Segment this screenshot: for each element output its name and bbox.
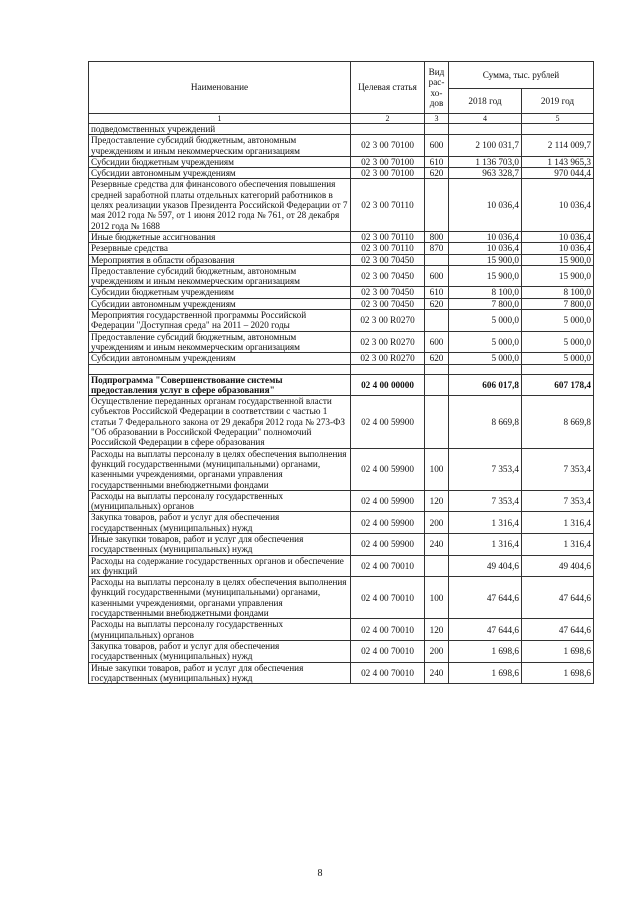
cell-expense-kind <box>425 254 449 265</box>
table-row <box>89 374 594 396</box>
cell-expense-kind: 620 <box>425 298 449 309</box>
cell-sum-2018: 47 644,6 <box>449 577 522 619</box>
cell-sum-2019 <box>522 364 594 374</box>
header-sum: Сумма, тыс. рублей <box>449 62 594 89</box>
cell-expense-kind <box>425 179 449 231</box>
cell-target-article: 02 4 00 70010 <box>351 662 425 684</box>
cell-sum-2018 <box>449 364 522 374</box>
cell-sum-2019: 1 698,6 <box>522 640 594 662</box>
cell-sum-2018: 1 316,4 <box>449 512 522 534</box>
cell-sum-2018: 1 698,6 <box>449 640 522 662</box>
cell-name: Расходы на выплаты персоналу в целях обеспечения выполнения функций государственными (муниципальными) органами, казенными учреждениями, органами управления государственными внебюджетными фондами <box>89 448 351 490</box>
cell-sum-2019: 7 353,4 <box>522 490 594 512</box>
cell-sum-2018: 15 900,0 <box>449 265 522 287</box>
cell-name: Субсидии бюджетным учреждениям <box>89 287 351 298</box>
cell-target-article: 02 4 00 59900 <box>351 490 425 512</box>
cell-expense-kind: 610 <box>425 156 449 167</box>
cell-sum-2019: 607 178,4 <box>522 374 594 396</box>
cell-sum-2019 <box>522 124 594 135</box>
table-row <box>89 662 594 684</box>
table-row <box>89 331 594 353</box>
cell-name: Иные закупки товаров, работ и услуг для обеспечения государственных (муниципальных) нужд <box>89 533 351 555</box>
budget-table <box>88 61 594 684</box>
cell-sum-2018: 1 136 703,0 <box>449 156 522 167</box>
cell-sum-2019: 47 644,6 <box>522 619 594 641</box>
cell-sum-2019: 10 036,4 <box>522 231 594 242</box>
cell-expense-kind: 620 <box>425 168 449 179</box>
cell-sum-2018: 15 900,0 <box>449 254 522 265</box>
cell-target-article: 02 3 00 70100 <box>351 168 425 179</box>
cell-sum-2018: 8 669,8 <box>449 396 522 448</box>
column-number: 1 <box>89 114 351 124</box>
cell-target-article: 02 4 00 70010 <box>351 577 425 619</box>
table-row <box>89 577 594 619</box>
cell-sum-2018: 1 316,4 <box>449 533 522 555</box>
cell-sum-2019: 10 036,4 <box>522 179 594 231</box>
table-row <box>89 135 594 157</box>
cell-name: Субсидии автономным учреждениям <box>89 298 351 309</box>
cell-name: Расходы на выплаты персоналу государственных (муниципальных) органов <box>89 490 351 512</box>
cell-expense-kind <box>425 310 449 332</box>
cell-expense-kind: 120 <box>425 619 449 641</box>
cell-sum-2019: 1 316,4 <box>522 512 594 534</box>
cell-name: Субсидии автономным учреждениям <box>89 353 351 364</box>
cell-sum-2018: 49 404,6 <box>449 555 522 577</box>
cell-sum-2019: 5 000,0 <box>522 353 594 364</box>
cell-sum-2018: 7 353,4 <box>449 448 522 490</box>
cell-target-article: 02 4 00 70010 <box>351 640 425 662</box>
page-number: 8 <box>317 868 323 879</box>
table-row <box>89 448 594 490</box>
cell-expense-kind <box>425 364 449 374</box>
cell-sum-2018: 2 100 031,7 <box>449 135 522 157</box>
cell-sum-2018: 963 328,7 <box>449 168 522 179</box>
table-row <box>89 533 594 555</box>
cell-expense-kind: 600 <box>425 331 449 353</box>
cell-name: Расходы на выплаты персоналу в целях обеспечения выполнения функций государственными (муниципальными) органами, казенными учреждениями, органами управления государственными внебюджетными фондами <box>89 577 351 619</box>
table-row <box>89 310 594 332</box>
cell-name: Расходы на выплаты персоналу государственных (муниципальных) органов <box>89 619 351 641</box>
cell-expense-kind <box>425 124 449 135</box>
cell-sum-2018: 7 800,0 <box>449 298 522 309</box>
table-row <box>89 364 594 374</box>
cell-sum-2019: 47 644,6 <box>522 577 594 619</box>
cell-name: Осуществление переданных органам государственной власти субъектов Российской Федерации в соответствии с частью 1 статьи 7 Федерального закона от 29 декабря 2012 года № 273-ФЗ "Об образовании в Российской Федерации" полномочий Российской Федерации в сфере образования <box>89 396 351 448</box>
cell-name: Иные бюджетные ассигнования <box>89 231 351 242</box>
cell-expense-kind: 800 <box>425 231 449 242</box>
cell-name: подведомственных учреждений <box>89 124 351 135</box>
cell-expense-kind: 100 <box>425 577 449 619</box>
table-row <box>89 298 594 309</box>
table-row <box>89 555 594 577</box>
cell-name: Закупка товаров, работ и услуг для обеспечения государственных (муниципальных) нужд <box>89 512 351 534</box>
cell-sum-2019: 8 669,8 <box>522 396 594 448</box>
table-row <box>89 243 594 254</box>
cell-target-article: 02 3 00 70450 <box>351 254 425 265</box>
cell-sum-2018: 5 000,0 <box>449 353 522 364</box>
cell-sum-2018: 5 000,0 <box>449 310 522 332</box>
table-row <box>89 490 594 512</box>
cell-target-article: 02 3 00 70450 <box>351 298 425 309</box>
cell-target-article: 02 3 00 R0270 <box>351 310 425 332</box>
cell-sum-2019: 7 800,0 <box>522 298 594 309</box>
cell-sum-2019: 5 000,0 <box>522 331 594 353</box>
cell-sum-2018 <box>449 124 522 135</box>
cell-expense-kind: 600 <box>425 265 449 287</box>
table-row <box>89 179 594 231</box>
column-number: 4 <box>449 114 522 124</box>
cell-expense-kind: 200 <box>425 512 449 534</box>
cell-target-article: 02 4 00 59900 <box>351 533 425 555</box>
header-name: Наименование <box>89 62 351 114</box>
cell-expense-kind <box>425 374 449 396</box>
cell-target-article: 02 4 00 59900 <box>351 512 425 534</box>
cell-target-article: 02 3 00 70100 <box>351 156 425 167</box>
column-numbers-row <box>89 114 594 124</box>
table-body <box>89 124 594 684</box>
cell-sum-2019: 2 114 009,7 <box>522 135 594 157</box>
cell-expense-kind <box>425 396 449 448</box>
table-row <box>89 254 594 265</box>
table-row <box>89 512 594 534</box>
cell-expense-kind: 600 <box>425 135 449 157</box>
cell-name: Резервные средства <box>89 243 351 254</box>
cell-sum-2019: 5 000,0 <box>522 310 594 332</box>
cell-expense-kind: 120 <box>425 490 449 512</box>
cell-name: Мероприятия государственной программы Российской Федерации "Доступная среда" на 2011 – 2020 годы <box>89 310 351 332</box>
table-header <box>89 62 594 124</box>
table-row <box>89 231 594 242</box>
cell-expense-kind: 620 <box>425 353 449 364</box>
cell-target-article <box>351 364 425 374</box>
header-expense-kind: Вид рас- хо- дов <box>425 62 449 114</box>
cell-name: Подпрограмма "Совершенствование системы предоставления услуг в сфере образования" <box>89 374 351 396</box>
cell-name: Мероприятия в области образования <box>89 254 351 265</box>
cell-sum-2019: 7 353,4 <box>522 448 594 490</box>
cell-name: Субсидии автономным учреждениям <box>89 168 351 179</box>
cell-sum-2019: 1 698,6 <box>522 662 594 684</box>
cell-name: Иные закупки товаров, работ и услуг для обеспечения государственных (муниципальных) нужд <box>89 662 351 684</box>
cell-target-article: 02 3 00 70450 <box>351 287 425 298</box>
cell-target-article: 02 4 00 59900 <box>351 448 425 490</box>
cell-target-article: 02 4 00 70010 <box>351 555 425 577</box>
cell-target-article: 02 4 00 70010 <box>351 619 425 641</box>
column-number: 2 <box>351 114 425 124</box>
cell-target-article: 02 3 00 70110 <box>351 231 425 242</box>
cell-target-article: 02 3 00 70110 <box>351 179 425 231</box>
cell-target-article: 02 3 00 R0270 <box>351 331 425 353</box>
cell-target-article: 02 3 00 70100 <box>351 135 425 157</box>
column-number: 3 <box>425 114 449 124</box>
header-year-2019: 2019 год <box>522 89 594 114</box>
table-row <box>89 396 594 448</box>
cell-name: Расходы на содержание государственных органов и обеспечение их функций <box>89 555 351 577</box>
cell-sum-2018: 8 100,0 <box>449 287 522 298</box>
cell-name <box>89 364 351 374</box>
cell-sum-2018: 606 017,8 <box>449 374 522 396</box>
column-number: 5 <box>522 114 594 124</box>
cell-name: Предоставление субсидий бюджетным, автономным учреждениям и иным некоммерческим организациям <box>89 135 351 157</box>
cell-target-article: 02 3 00 70450 <box>351 265 425 287</box>
cell-expense-kind: 240 <box>425 662 449 684</box>
cell-name: Предоставление субсидий бюджетным, автономным учреждениям и иным некоммерческим организациям <box>89 265 351 287</box>
table-row <box>89 640 594 662</box>
cell-sum-2018: 5 000,0 <box>449 331 522 353</box>
cell-expense-kind: 870 <box>425 243 449 254</box>
cell-target-article: 02 3 00 R0270 <box>351 353 425 364</box>
cell-sum-2019: 1 316,4 <box>522 533 594 555</box>
cell-name: Предоставление субсидий бюджетным, автономным учреждениям и иным некоммерческим организациям <box>89 331 351 353</box>
cell-sum-2019: 15 900,0 <box>522 254 594 265</box>
table-row <box>89 265 594 287</box>
cell-sum-2019: 49 404,6 <box>522 555 594 577</box>
table-row <box>89 168 594 179</box>
cell-sum-2018: 47 644,6 <box>449 619 522 641</box>
cell-sum-2018: 10 036,4 <box>449 243 522 254</box>
cell-name: Закупка товаров, работ и услуг для обеспечения государственных (муниципальных) нужд <box>89 640 351 662</box>
cell-expense-kind: 610 <box>425 287 449 298</box>
cell-expense-kind: 100 <box>425 448 449 490</box>
header-year-2018: 2018 год <box>449 89 522 114</box>
table-row <box>89 619 594 641</box>
table-row <box>89 156 594 167</box>
cell-target-article: 02 3 00 70110 <box>351 243 425 254</box>
cell-sum-2019: 970 044,4 <box>522 168 594 179</box>
cell-expense-kind <box>425 555 449 577</box>
cell-target-article <box>351 124 425 135</box>
table-row <box>89 287 594 298</box>
cell-sum-2019: 1 143 965,3 <box>522 156 594 167</box>
cell-sum-2018: 1 698,6 <box>449 662 522 684</box>
cell-target-article: 02 4 00 59900 <box>351 396 425 448</box>
cell-expense-kind: 240 <box>425 533 449 555</box>
cell-sum-2018: 10 036,4 <box>449 179 522 231</box>
cell-sum-2018: 10 036,4 <box>449 231 522 242</box>
table-row <box>89 353 594 364</box>
header-target-article: Целевая статья <box>351 62 425 114</box>
table-row <box>89 124 594 135</box>
cell-target-article: 02 4 00 00000 <box>351 374 425 396</box>
cell-sum-2019: 10 036,4 <box>522 243 594 254</box>
cell-expense-kind: 200 <box>425 640 449 662</box>
cell-sum-2019: 8 100,0 <box>522 287 594 298</box>
cell-sum-2019: 15 900,0 <box>522 265 594 287</box>
cell-name: Субсидии бюджетным учреждениям <box>89 156 351 167</box>
cell-name: Резервные средства для финансового обеспечения повышения средней заработной платы отдельных категорий работников в целях реализации указов Президента Российской Федерации от 7 мая 2012 года № 597, от 1 июня 2012 года № 761, от 28 декабря 2012 года № 1688 <box>89 179 351 231</box>
cell-sum-2018: 7 353,4 <box>449 490 522 512</box>
